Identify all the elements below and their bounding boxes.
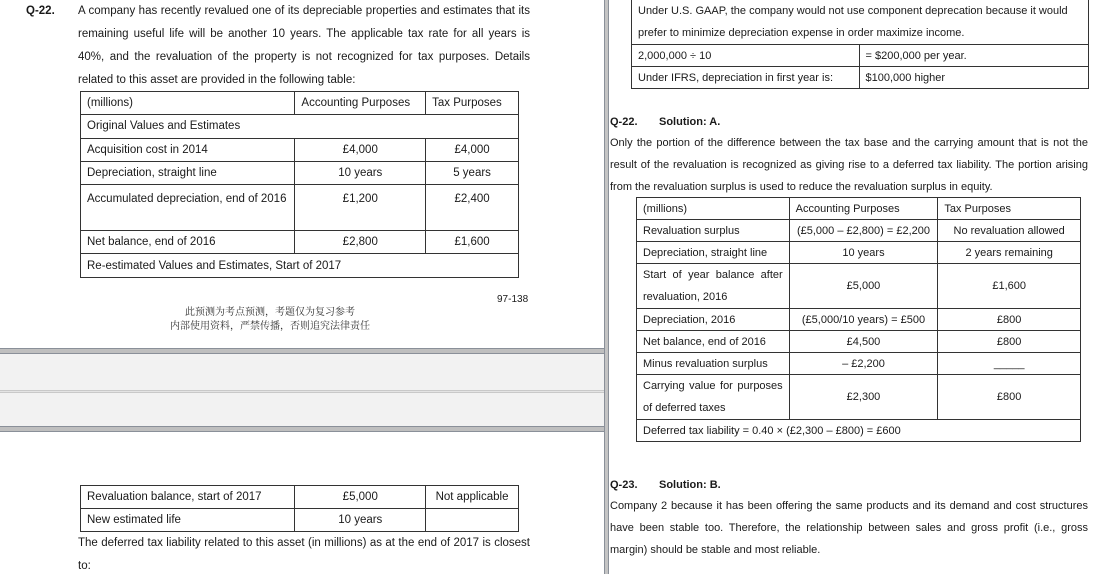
table-row <box>637 375 1081 420</box>
table-row <box>637 309 1081 331</box>
watermark-line: 此预测为考点预测，考题仅为复习参考 <box>185 307 355 318</box>
table-section-row <box>81 115 519 138</box>
row-label: Carrying value for purposes of deferred taxes <box>637 375 790 420</box>
solution-title: Solution: A. <box>659 116 721 128</box>
table-header-cell: (millions) <box>637 198 790 220</box>
accounting-value: £2,300 <box>789 375 938 420</box>
table-header-cell: Tax Purposes <box>426 92 519 115</box>
table-row <box>81 509 519 532</box>
table-row <box>637 331 1081 353</box>
solution-paragraph: Company 2 because it has been offering the same products and its demand and cost structures have been stable too. Therefore, the relationship between sales and gross profit (i.e., gross margin) should be stable and most reliable. <box>610 500 1088 556</box>
table-header-cell: Accounting Purposes <box>789 198 938 220</box>
tax-value: 2 years remaining <box>938 242 1081 264</box>
right-page <box>609 0 1100 574</box>
formula-cell: Under IFRS, depreciation in first year is: <box>632 67 860 89</box>
tax-value: £800 <box>938 375 1081 420</box>
table-row <box>637 264 1081 309</box>
table-row <box>81 185 519 231</box>
page-number: 97-138 <box>497 294 529 305</box>
tax-value: £1,600 <box>426 231 519 254</box>
question-paragraph: A company has recently revalued one of its depreciable properties and estimates that its remaining useful life will be another 10 years. The applicable tax rate for all years is 40%, and the revaluation of the property is not recognized for tax purposes. Details related to this asset are provided in the following table: <box>78 5 530 86</box>
row-label: Start of year balance after revaluation, 2016 <box>637 264 790 309</box>
row-label: Depreciation, 2016 <box>637 309 790 331</box>
tax-value: £2,400 <box>426 185 519 231</box>
watermark <box>150 306 390 334</box>
accounting-value: 10 years <box>295 161 426 184</box>
watermark-line: 内部使用资料，严禁传播，否则追究法律责任 <box>170 321 370 332</box>
tax-value: 5 years <box>426 161 519 184</box>
row-label: Revaluation surplus <box>637 220 790 242</box>
section-heading: Original Values and Estimates <box>81 115 519 138</box>
table-row <box>637 220 1081 242</box>
row-label: Net balance, end of 2016 <box>81 231 295 254</box>
row-label: Revaluation balance, start of 2017 <box>81 486 295 509</box>
row-label: Acquisition cost in 2014 <box>81 138 295 161</box>
table-row <box>81 486 519 509</box>
accounting-value: £5,000 <box>789 264 938 309</box>
row-label: Depreciation, straight line <box>81 161 295 184</box>
table-footer-row <box>637 420 1081 442</box>
table-row <box>632 0 1089 45</box>
table-row <box>81 231 519 254</box>
page-separator <box>0 390 604 393</box>
accounting-value: (£5,000/10 years) = £500 <box>789 309 938 331</box>
accounting-value: £1,200 <box>295 185 426 231</box>
gaap-ifs-table <box>631 0 1089 89</box>
row-label: Accumulated depreciation, end of 2016 <box>81 185 295 231</box>
result-cell: $100,000 higher <box>859 67 1088 89</box>
re-estimated-values-table <box>80 485 519 532</box>
table-header-cell: (millions) <box>81 92 295 115</box>
table-row <box>637 242 1081 264</box>
table-header-row <box>637 198 1081 220</box>
row-label: Net balance, end of 2016 <box>637 331 790 353</box>
tax-value <box>426 509 519 532</box>
tax-value: £1,600 <box>938 264 1081 309</box>
result-cell: = $200,000 per year. <box>859 45 1088 67</box>
table-header-row <box>81 92 519 115</box>
table-row <box>632 67 1089 89</box>
solution-question-label: Q-22. <box>610 116 638 128</box>
accounting-value: 10 years <box>789 242 938 264</box>
section-heading: Re-estimated Values and Estimates, Start of 2017 <box>81 254 519 277</box>
accounting-value: £2,800 <box>295 231 426 254</box>
note-cell: Under U.S. GAAP, the company would not use component deprecation because it would prefer to minimize depreciation expense in order maximize income. <box>632 0 1089 45</box>
solution-title: Solution: B. <box>659 479 721 491</box>
row-label: Minus revaluation surplus <box>637 353 790 375</box>
left-page-top <box>0 0 604 350</box>
table-section-row <box>81 254 519 277</box>
table-row <box>632 45 1089 67</box>
table-row <box>637 353 1081 375</box>
question-label: Q-22. <box>26 5 55 17</box>
accounting-value: £4,000 <box>295 138 426 161</box>
deferred-tax-result: Deferred tax liability = 0.40 × (£2,300 – £800) = £600 <box>637 420 1081 442</box>
tax-value: No revaluation allowed <box>938 220 1081 242</box>
asset-details-table <box>80 91 519 278</box>
solution-paragraph: Only the portion of the difference between the tax base and the carrying amount that is not the result of the revaluation is recognized as giving rise to a deferred tax liability. The portion arising from the revaluation surplus is used to reduce the revaluation surplus in equity. <box>610 137 1088 193</box>
accounting-value: £5,000 <box>295 486 426 509</box>
accounting-value: – £2,200 <box>789 353 938 375</box>
tax-value: £800 <box>938 331 1081 353</box>
solution-table <box>636 197 1081 442</box>
row-label: Depreciation, straight line <box>637 242 790 264</box>
table-row <box>81 138 519 161</box>
question-stem: The deferred tax liability related to this asset (in millions) as at the end of 2017 is closest to: <box>78 537 530 572</box>
table-header-cell: Accounting Purposes <box>295 92 426 115</box>
tax-value: £4,000 <box>426 138 519 161</box>
formula-cell: 2,000,000 ÷ 10 <box>632 45 860 67</box>
tax-value: _____ <box>938 353 1081 375</box>
solution-question-label: Q-23. <box>610 479 638 491</box>
tax-value: £800 <box>938 309 1081 331</box>
table-row <box>81 161 519 184</box>
accounting-value: 10 years <box>295 509 426 532</box>
tax-value: Not applicable <box>426 486 519 509</box>
accounting-value: (£5,000 – £2,800) = £2,200 <box>789 220 938 242</box>
left-page-bottom <box>0 432 604 574</box>
table-header-cell: Tax Purposes <box>938 198 1081 220</box>
accounting-value: £4,500 <box>789 331 938 353</box>
row-label: New estimated life <box>81 509 295 532</box>
